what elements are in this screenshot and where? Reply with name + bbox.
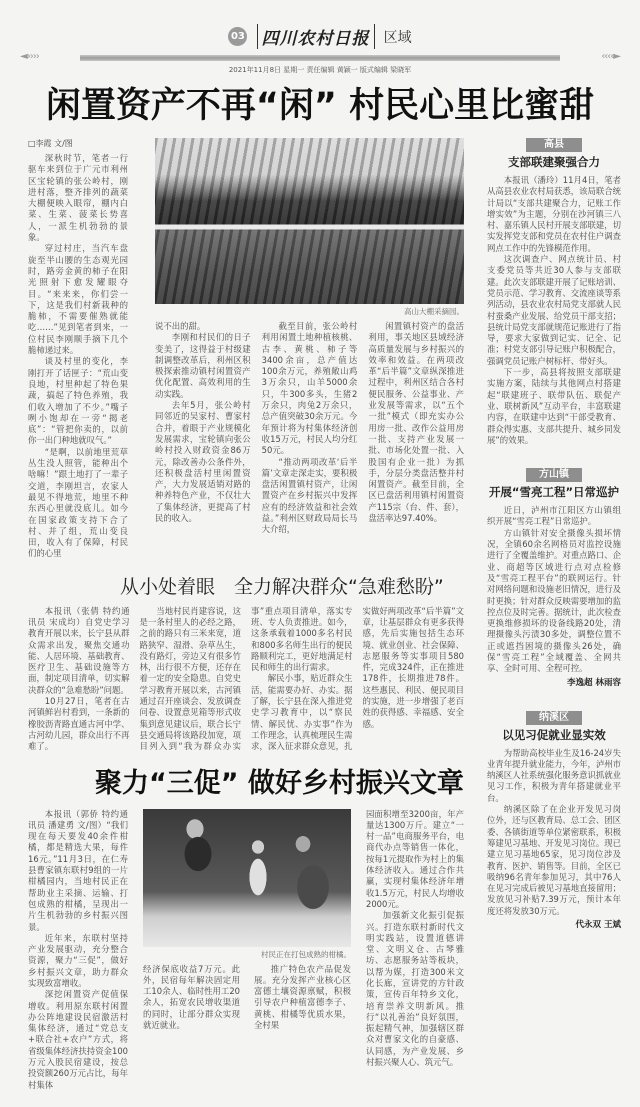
ornament-right-icon: ‹‹‹‹► [601, 51, 620, 62]
page-body [0, 128, 640, 1107]
paragraph: 方山镇针对安全摄像头损坏情况，全镇60余名网格员对监控设施进行了全覆盖维护。对重点路口、企业、商超等区域进行点对点检修及“雪亮工程平台”的联网运行。针对网络问题和设施老旧情况，进行及时更换；针对群众反映需要增加的监控点位及时完善。据统计，此次检查更换维修损坏的设备线路20处，清理摄像头污渍30多处，调整位置不正或遮挡困境的摄像头26处，确保“雪亮工程”全域覆盖、全网共享、全时可用、全程可控。 [487, 527, 621, 674]
lead-headline: 闲置资产不再“闲” 村民心里比蜜甜 [45, 86, 595, 126]
story3-headline: 聚力“三促” 做好乡村振兴文章 [95, 767, 464, 799]
paragraph: 截至目前，张公岭村利用闲置土地种植核桃、古李、黄桃、柿子等3400余亩，总产值达100余万元，养殖敞山鸡3万余只，山羊5000余只，牛300多头，生猪2万余只，肉兔2万余只，总产值突破30余万元。今年预计将为村集体经济创收15万元，村民人均分红50元。 [261, 321, 358, 456]
paragraph: 当地村民肖建容说，这是一条村里人的必经之路，之前的路只有三米来宽，道路狭窄、湿滑、杂草丛生，没有路灯，旁边又有很多竹林，出行很不方便，还存在着一定的安全隐患。自党史学习教育开展以来，古河镇通过召开座谈会、发放调查问卷、设置意见箱等形式收集到意见建议后，联合长宁县交通局将该路段加宽，项目列入到“我为群众办实事”重点项目清单，落实专班、专人负责推进。如今，这条承载着1000多名村民和800多名师生出行的便民路顺利完工，更好地满足村民和师生的出行需求。 [139, 605, 353, 752]
paragraph: 近年来，东联村坚持产业发展驱动，充分整合资源，聚力“三促”，做好乡村振兴文章，助力群众实现致富增收。 [28, 932, 128, 988]
paragraph: 经济保底收益7万元。此外，民宿每年解决固定用工10余人、临时性用工20余人，拓宽农民增收渠道的同时，让部分群众实现就近就业。 [143, 963, 240, 1031]
region-tag: 纳溪区 [526, 711, 582, 725]
paragraph: 推广特色农产品促发展。充分发挥产业核心区富德土壤资源禀赋，积极引导农户种植富德李子、黄桃、柑橘等优质水果，全村果 [254, 963, 351, 1031]
paragraph: 近日，泸州市江阳区方山镇组织开展“雪亮工程”日常巡护。 [487, 505, 621, 527]
paragraph: 10月27日，笔者在古河镇鲜岩村看到，一条新的橡胶沥青路直通古河中学、古河幼儿园，群众出行不再难了。 [28, 696, 130, 752]
sidebar-story-fangshan [487, 468, 621, 688]
story3 [28, 809, 464, 1091]
story3-photo-caption: 村民正在打包成熟的柑橘。 [261, 949, 351, 959]
lead-photo-greenhouse-field [155, 138, 464, 304]
section-name: 区域 [383, 29, 412, 46]
sidebar-headline: 支部联建聚强合力 [508, 155, 600, 169]
paragraph: 本报讯（潘玲）11月4日，笔者从高县农业农村局获悉，该局联合统计局以“支部共建聚合力，记账工作增实效”为主题，分别在沙河镇三八村、嘉乐镇人民村开展支部联建，切实发挥党支部和党员在农村住户调查网点工作中的先锋模范作用。 [487, 175, 621, 253]
paragraph: 穿过村庄，当汽车盘旋至半山腰的生态观光园时，路旁金黄的柿子在阳光照射下愈发耀眼夺目。“来来来，你们尝一下，这是我们村新栽种的脆柿，不需要催熟就能吃……”见到笔者到来，一位村民李刚顺手摘下几个脆柿递过来。 [28, 243, 128, 356]
author-signature: 李逸超 林雨容 [567, 677, 621, 688]
lead-right-block [155, 138, 464, 536]
story3-middle-block [143, 809, 351, 1032]
paragraph: 纳溪区除了在企业开发见习岗位外，还与区教育局、总工会、团区委、各镇街道等单位紧密联系，积极筹建见习基地、开发见习岗位。现已建立见习基地65家，见习岗位涉及教育、医护、销售等。目前，全区已吸纳96名青年参加见习，其中76人在见习完成后被见习基地直接留用；发放见习补贴7.39万元，预计本年度还将发放30万元。 [487, 804, 621, 916]
lead-body-columns [155, 321, 464, 536]
lead-byline: □李霞 文/图 [28, 139, 73, 148]
story3-photo-villagers-packing-oranges [143, 809, 351, 947]
paragraph: 为帮助高校毕业生及16-24岁失业青年提升就业能力，今年，泸州市纳溪区人社系统强化服务意识抓就业见习工作，积极为青年搭建就业平台。 [487, 747, 621, 803]
paragraph: 园面积增至3200亩，年产量达1300万斤。建立“一村一品”电商服务平台，电商代办点等销售一体化，按每1元提取作为村上的集体经济收入。通过合作共赢，实现村集体经济年增收1.5万元，村民人均增收2000元。 [366, 808, 464, 909]
paragraph: 深秋时节，笔者一行驱车来到位于广元市利州区宝轮镇的张公岭村，刚进村落，整齐排列的蔬菜大棚便映入眼帘，棚内白菜、生菜、菠菜长势喜人，一派生机勃勃的景象。 [28, 153, 128, 243]
paragraph: “推动两项改革‘后半篇’文章走深走实，要积极盘活闲置镇村资产，让闲置资产在乡村振兴中发挥应有的经济效益和社会效益。”利州区财政局局长马大介绍， [261, 456, 358, 535]
newspaper-logo: 四川农村日报 [257, 24, 375, 49]
sidebar-headline: 以见习促就业显实效 [502, 727, 606, 742]
sidebar-column [487, 138, 621, 953]
story2-body-columns [28, 606, 464, 753]
paragraph: 李刚和村民们的日子变美了，这得益于村级建制调整改革后，利州区积极探索推动镇村闲置资产优化配置、高效利用的生动实践。 [155, 332, 251, 399]
paragraph: 加强新文化振引促振兴。打造东联村新时代文明实践站，设置道德讲堂、文明义仓、古琴雅坊、志愿服务站等板块，以帮为媒，打造300米文化长廊，宣讲党的方针政策，宣传百年特乡文化，培育崇养文明新风。推行“以礼善治”良好氛围，振起精气神，加强辖区群众对曹家文化的自豪感、认同感，为产业发展、乡村振兴聚人心、筑元气。 [366, 910, 464, 1068]
paragraph: “是啊，以前地里荒草丛生没人照管，能种出个啥嘛！”跟土地打了一辈子交道，李刚坦言，农家人最见不得地荒，地里不种东西心里就没底儿。如今在国家政策支持下合了村、并了组，荒山变良田，收入有了保障，村民们的心里 [28, 446, 128, 559]
author-signature: 代永双 王斌 [575, 920, 621, 931]
paragraph: 闲置镇村资产的盘活利用，事关地区县域经济高质量发展与乡村振兴的效率和效益。在两项改革“后半篇”文章纵深推进过程中，利州区结合各村便民服务、公益事业、产业发展等需求，以“五个一批”模式（即充实办公用房一批、改作公益用房一批、支持产业发展一批、市场化处置一批、入股国有企业一批）为抓手，分层分类盘活整并村闲置资产。截至目前，全区已盘活利用镇村闲置资产115宗（台、件、套），盘活率达97.40%。 [368, 321, 464, 524]
lead-photo-caption: 高山大棚采摘园。 [404, 307, 464, 316]
masthead-rule [80, 55, 560, 61]
sidebar-headline: 开展“雪亮工程”日常巡护 [488, 485, 620, 500]
page-number-badge: 03 [228, 27, 247, 46]
paragraph: 下一步，高县将按照支部联建实施方案，陆续与其他网点村搭建起“联建班子、联带队伍、联促产业、联树新风”互动平台，丰富联建内容，在联建中达到“干部受教育、群众得实惠、支部共提升、城乡同发展”的效果。 [487, 367, 621, 445]
region-tag: 方山镇 [526, 468, 582, 482]
masthead [0, 24, 640, 50]
paragraph: 谈及村里的变化，李刚打开了话匣子：“荒山变良地，村里种起了特色果蔬，搞起了特色养殖，我们收入增加了不少。”嘴子咧小饱却在一旁“揭老底”：“管把你卖的，以前你一出门种地就叹气。” [28, 356, 128, 446]
paragraph: 说不出的甜。 [155, 321, 206, 331]
paragraph: 这次调查户、网点统计员、村支委党员等共近30人参与支部联建。此次支部联建开展了记账培训、党员示范、学习教育、交流座谈等系列活动，县农业农村局党支部就人民村蚕桑产业发展、给党员干部支招；县统计局党支部就规范记账进行了指导，要求大家做到记实、记全、记准；村党支部引导记账户积极配合，强调党员记账户树标杆、带好头。 [487, 254, 621, 366]
paragraph: 深挖闲置资产促值保增收。利用原东联村闲置办公阵地建设民宿激活村集体经济，通过“党总支+联合社+农户”方式，将省级集体经济扶持资金100万元入股民宿建设，按总投资额260万元占比，每年村集体 [28, 989, 128, 1090]
region-tag: 高县 [526, 138, 582, 152]
main-column [28, 138, 464, 1091]
sidebar-story-naxi [487, 711, 621, 931]
paragraph: 本报讯（张倩 特约通讯员 宋成均）自党史学习教育开展以来，长宁县从群众需求出发，聚焦交通功能、人居环境、基础教育、医疗卫生、基础设施等方面，制定项目清单，切实解决群众的“急难愁盼”问题。 [28, 605, 130, 695]
story3-right-column [366, 809, 464, 1069]
sidebar-story-gaoxian [487, 138, 621, 446]
paragraph: 本报讯（郭侨 特约通讯员 潘建勇 文/图）“我们现在每天要发40余件柑橘，都是精选大果，每件16元。”11月3日，在仁寿县曹家镇东联村9组的一片柑橘园内，当地村民正在帮助业主采摘、运输、打包成熟的柑橘，呈现出一片生机勃勃的乡村振兴图景。 [28, 808, 128, 932]
dateline: 2021年11月8日 星期一 责任编辑 黄颖一 版式编辑 梁晓军 [228, 66, 412, 74]
lead-column-1 [28, 153, 128, 560]
page-header [0, 0, 640, 80]
lead-story [28, 153, 464, 560]
paragraph: 解民小事，贴近群众生活，能需要办好、办实。据了解，长宁县在深入推进党史学习教育中，以“察民情、解民忧、办实事”作为工作理念，认真梳理民生需求，深入征求群众意见，扎实做好两项改革“后半篇”文章，让基层群众有更多获得感，先后实施包括生态环境、就业创业、社会保障、志愿服务等实事项目580件，完成324件，正在推进178件，长期推进78件。这些惠民、利民、便民项目的实施，进一步增强了老百姓的获得感、幸福感、安全感。 [251, 605, 464, 752]
story3-left-column [28, 809, 128, 1091]
ornament-left-icon: ◄›››› [20, 51, 39, 62]
story3-under-photo-columns [143, 964, 351, 1032]
story2-headline: 从小处着眼 全力解决群众“急难愁盼” [120, 575, 444, 598]
paragraph: 去年5月，张公岭村同邻近的吴家村、曹家村合并，着眼于产业规模化发展需求，宝轮镇向张公岭村投入财政资金86万元，除改善办公条件外，还积极盘活村里闲置资产，大力发展适销对路的种养特色产业，不仅壮大了集体经济，更提高了村民的收入。 [155, 400, 251, 524]
